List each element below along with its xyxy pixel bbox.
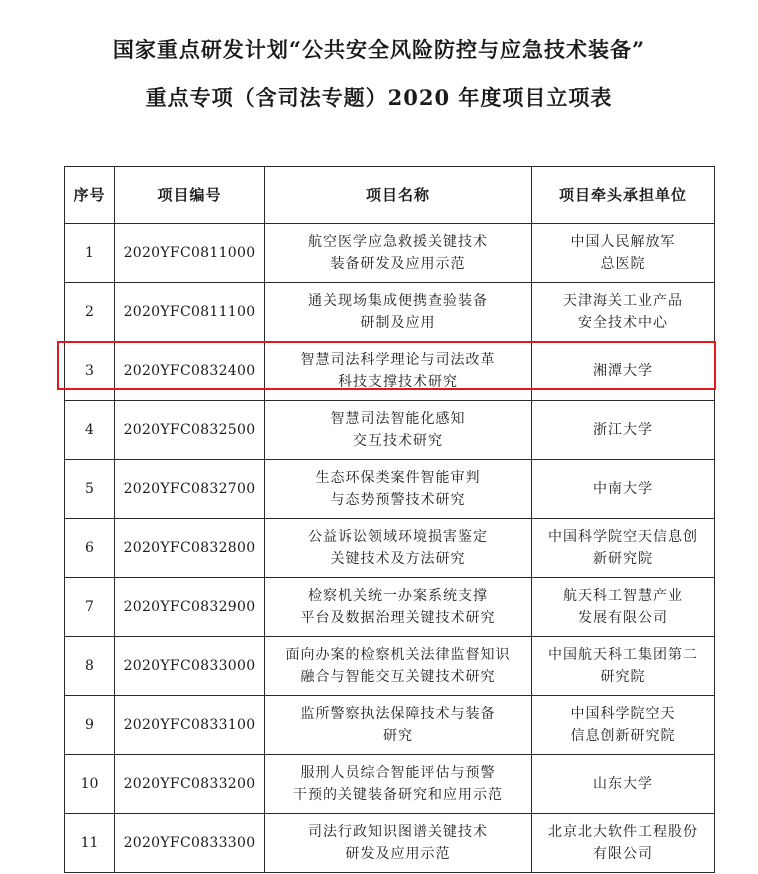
cell-project-code: 2020YFC0811100 bbox=[115, 283, 265, 342]
cell-lead-unit bbox=[532, 814, 715, 873]
cell-project-name bbox=[265, 283, 532, 342]
cell-project-name bbox=[265, 460, 532, 519]
cell-lead-unit bbox=[532, 755, 715, 814]
lead-unit-line: 山东大学 bbox=[593, 776, 653, 792]
cell-project-code: 2020YFC0833200 bbox=[115, 755, 265, 814]
project-name-line: 研发及应用示范 bbox=[345, 846, 451, 862]
cell-project-name bbox=[265, 519, 532, 578]
header-project-name: 项目名称 bbox=[265, 167, 532, 224]
project-name-line: 航空医学应急救援关键技术 bbox=[308, 234, 488, 250]
table-row bbox=[65, 814, 715, 873]
table-row bbox=[65, 401, 715, 460]
cell-lead-unit bbox=[532, 519, 715, 578]
cell-project-code: 2020YFC0832700 bbox=[115, 460, 265, 519]
header-serial-number: 序号 bbox=[65, 167, 115, 224]
lead-unit-line: 中国科学院空天 bbox=[570, 706, 676, 722]
project-name-line: 平台及数据治理关键技术研究 bbox=[300, 610, 496, 626]
cell-project-name bbox=[265, 342, 532, 401]
lead-unit-line: 信息创新研究院 bbox=[570, 728, 676, 744]
project-name-line: 融合与智能交互关键技术研究 bbox=[300, 669, 496, 685]
cell-lead-unit bbox=[532, 342, 715, 401]
project-name-line: 检察机关统一办案系统支撑 bbox=[308, 588, 488, 604]
project-name-line: 通关现场集成便携查验装备 bbox=[308, 293, 488, 309]
cell-project-code: 2020YFC0833000 bbox=[115, 637, 265, 696]
project-name-line: 装备研发及应用示范 bbox=[330, 256, 466, 272]
cell-project-code: 2020YFC0833300 bbox=[115, 814, 265, 873]
cell-project-code: 2020YFC0832800 bbox=[115, 519, 265, 578]
table-row bbox=[65, 283, 715, 342]
cell-serial-number: 11 bbox=[65, 814, 115, 873]
lead-unit-line: 新研究院 bbox=[593, 551, 653, 567]
cell-project-code: 2020YFC0811000 bbox=[115, 224, 265, 283]
cell-project-name bbox=[265, 401, 532, 460]
table-row bbox=[65, 519, 715, 578]
lead-unit-line: 有限公司 bbox=[593, 846, 653, 862]
table-row bbox=[65, 460, 715, 519]
lead-unit-line: 发展有限公司 bbox=[578, 610, 668, 626]
table-row bbox=[65, 342, 715, 401]
cell-serial-number: 4 bbox=[65, 401, 115, 460]
lead-unit-line: 湘潭大学 bbox=[593, 363, 653, 379]
cell-lead-unit bbox=[532, 401, 715, 460]
cell-lead-unit bbox=[532, 696, 715, 755]
project-name-line: 研制及应用 bbox=[360, 315, 436, 331]
cell-lead-unit bbox=[532, 224, 715, 283]
cell-project-name bbox=[265, 637, 532, 696]
cell-lead-unit bbox=[532, 578, 715, 637]
document-title-line-1: 国家重点研发计划“公共安全风险防控与应急技术装备” bbox=[112, 37, 646, 62]
cell-project-code: 2020YFC0833100 bbox=[115, 696, 265, 755]
lead-unit-line: 研究院 bbox=[600, 669, 646, 685]
cell-project-code: 2020YFC0832500 bbox=[115, 401, 265, 460]
cell-serial-number: 1 bbox=[65, 224, 115, 283]
cell-project-name bbox=[265, 814, 532, 873]
cell-lead-unit bbox=[532, 460, 715, 519]
lead-unit-line: 北京北大软件工程股份 bbox=[548, 824, 698, 840]
cell-project-code: 2020YFC0832400 bbox=[115, 342, 265, 401]
table-row bbox=[65, 755, 715, 814]
table-row bbox=[65, 637, 715, 696]
lead-unit-line: 中国人民解放军 bbox=[570, 234, 676, 250]
lead-unit-line: 总医院 bbox=[600, 256, 646, 272]
cell-serial-number: 7 bbox=[65, 578, 115, 637]
lead-unit-line: 安全技术中心 bbox=[578, 315, 668, 331]
cell-project-code: 2020YFC0832900 bbox=[115, 578, 265, 637]
header-lead-unit: 项目牵头承担单位 bbox=[532, 167, 715, 224]
lead-unit-line: 中南大学 bbox=[593, 481, 653, 497]
project-table bbox=[64, 166, 715, 873]
lead-unit-line: 中国航天科工集团第二 bbox=[548, 647, 698, 663]
header-project-code: 项目编号 bbox=[115, 167, 265, 224]
project-name-line: 司法行政知识图谱关键技术 bbox=[308, 824, 488, 840]
project-name-line: 关键技术及方法研究 bbox=[330, 551, 466, 567]
table-row bbox=[65, 578, 715, 637]
cell-lead-unit bbox=[532, 283, 715, 342]
table-header-row bbox=[65, 167, 715, 224]
document-title-line-2: 重点专项（含司法专题）2020 年度项目立项表 bbox=[145, 85, 613, 110]
project-name-line: 智慧司法智能化感知 bbox=[330, 411, 466, 427]
cell-project-name bbox=[265, 696, 532, 755]
cell-serial-number: 3 bbox=[65, 342, 115, 401]
table-row bbox=[65, 224, 715, 283]
cell-lead-unit bbox=[532, 637, 715, 696]
project-name-line: 干预的关键装备研究和应用示范 bbox=[293, 787, 503, 803]
cell-project-name bbox=[265, 755, 532, 814]
cell-serial-number: 8 bbox=[65, 637, 115, 696]
project-name-line: 服刑人员综合智能评估与预警 bbox=[300, 765, 496, 781]
project-name-line: 生态环保类案件智能审判 bbox=[315, 470, 481, 486]
cell-serial-number: 2 bbox=[65, 283, 115, 342]
project-name-line: 科技支撑技术研究 bbox=[338, 374, 458, 390]
cell-serial-number: 10 bbox=[65, 755, 115, 814]
cell-serial-number: 5 bbox=[65, 460, 115, 519]
project-name-line: 智慧司法科学理论与司法改革 bbox=[300, 352, 496, 368]
project-name-line: 与态势预警技术研究 bbox=[330, 492, 466, 508]
project-name-line: 交互技术研究 bbox=[353, 433, 443, 449]
cell-serial-number: 9 bbox=[65, 696, 115, 755]
project-name-line: 公益诉讼领域环境损害鉴定 bbox=[308, 529, 488, 545]
cell-project-name bbox=[265, 224, 532, 283]
project-name-line: 监所警察执法保障技术与装备 bbox=[300, 706, 496, 722]
cell-project-name bbox=[265, 578, 532, 637]
project-name-line: 研究 bbox=[383, 728, 413, 744]
project-name-line: 面向办案的检察机关法律监督知识 bbox=[285, 647, 511, 663]
cell-serial-number: 6 bbox=[65, 519, 115, 578]
table-row bbox=[65, 696, 715, 755]
lead-unit-line: 天津海关工业产品 bbox=[563, 293, 683, 309]
lead-unit-line: 中国科学院空天信息创 bbox=[548, 529, 698, 545]
lead-unit-line: 浙江大学 bbox=[593, 422, 653, 438]
lead-unit-line: 航天科工智慧产业 bbox=[563, 588, 683, 604]
